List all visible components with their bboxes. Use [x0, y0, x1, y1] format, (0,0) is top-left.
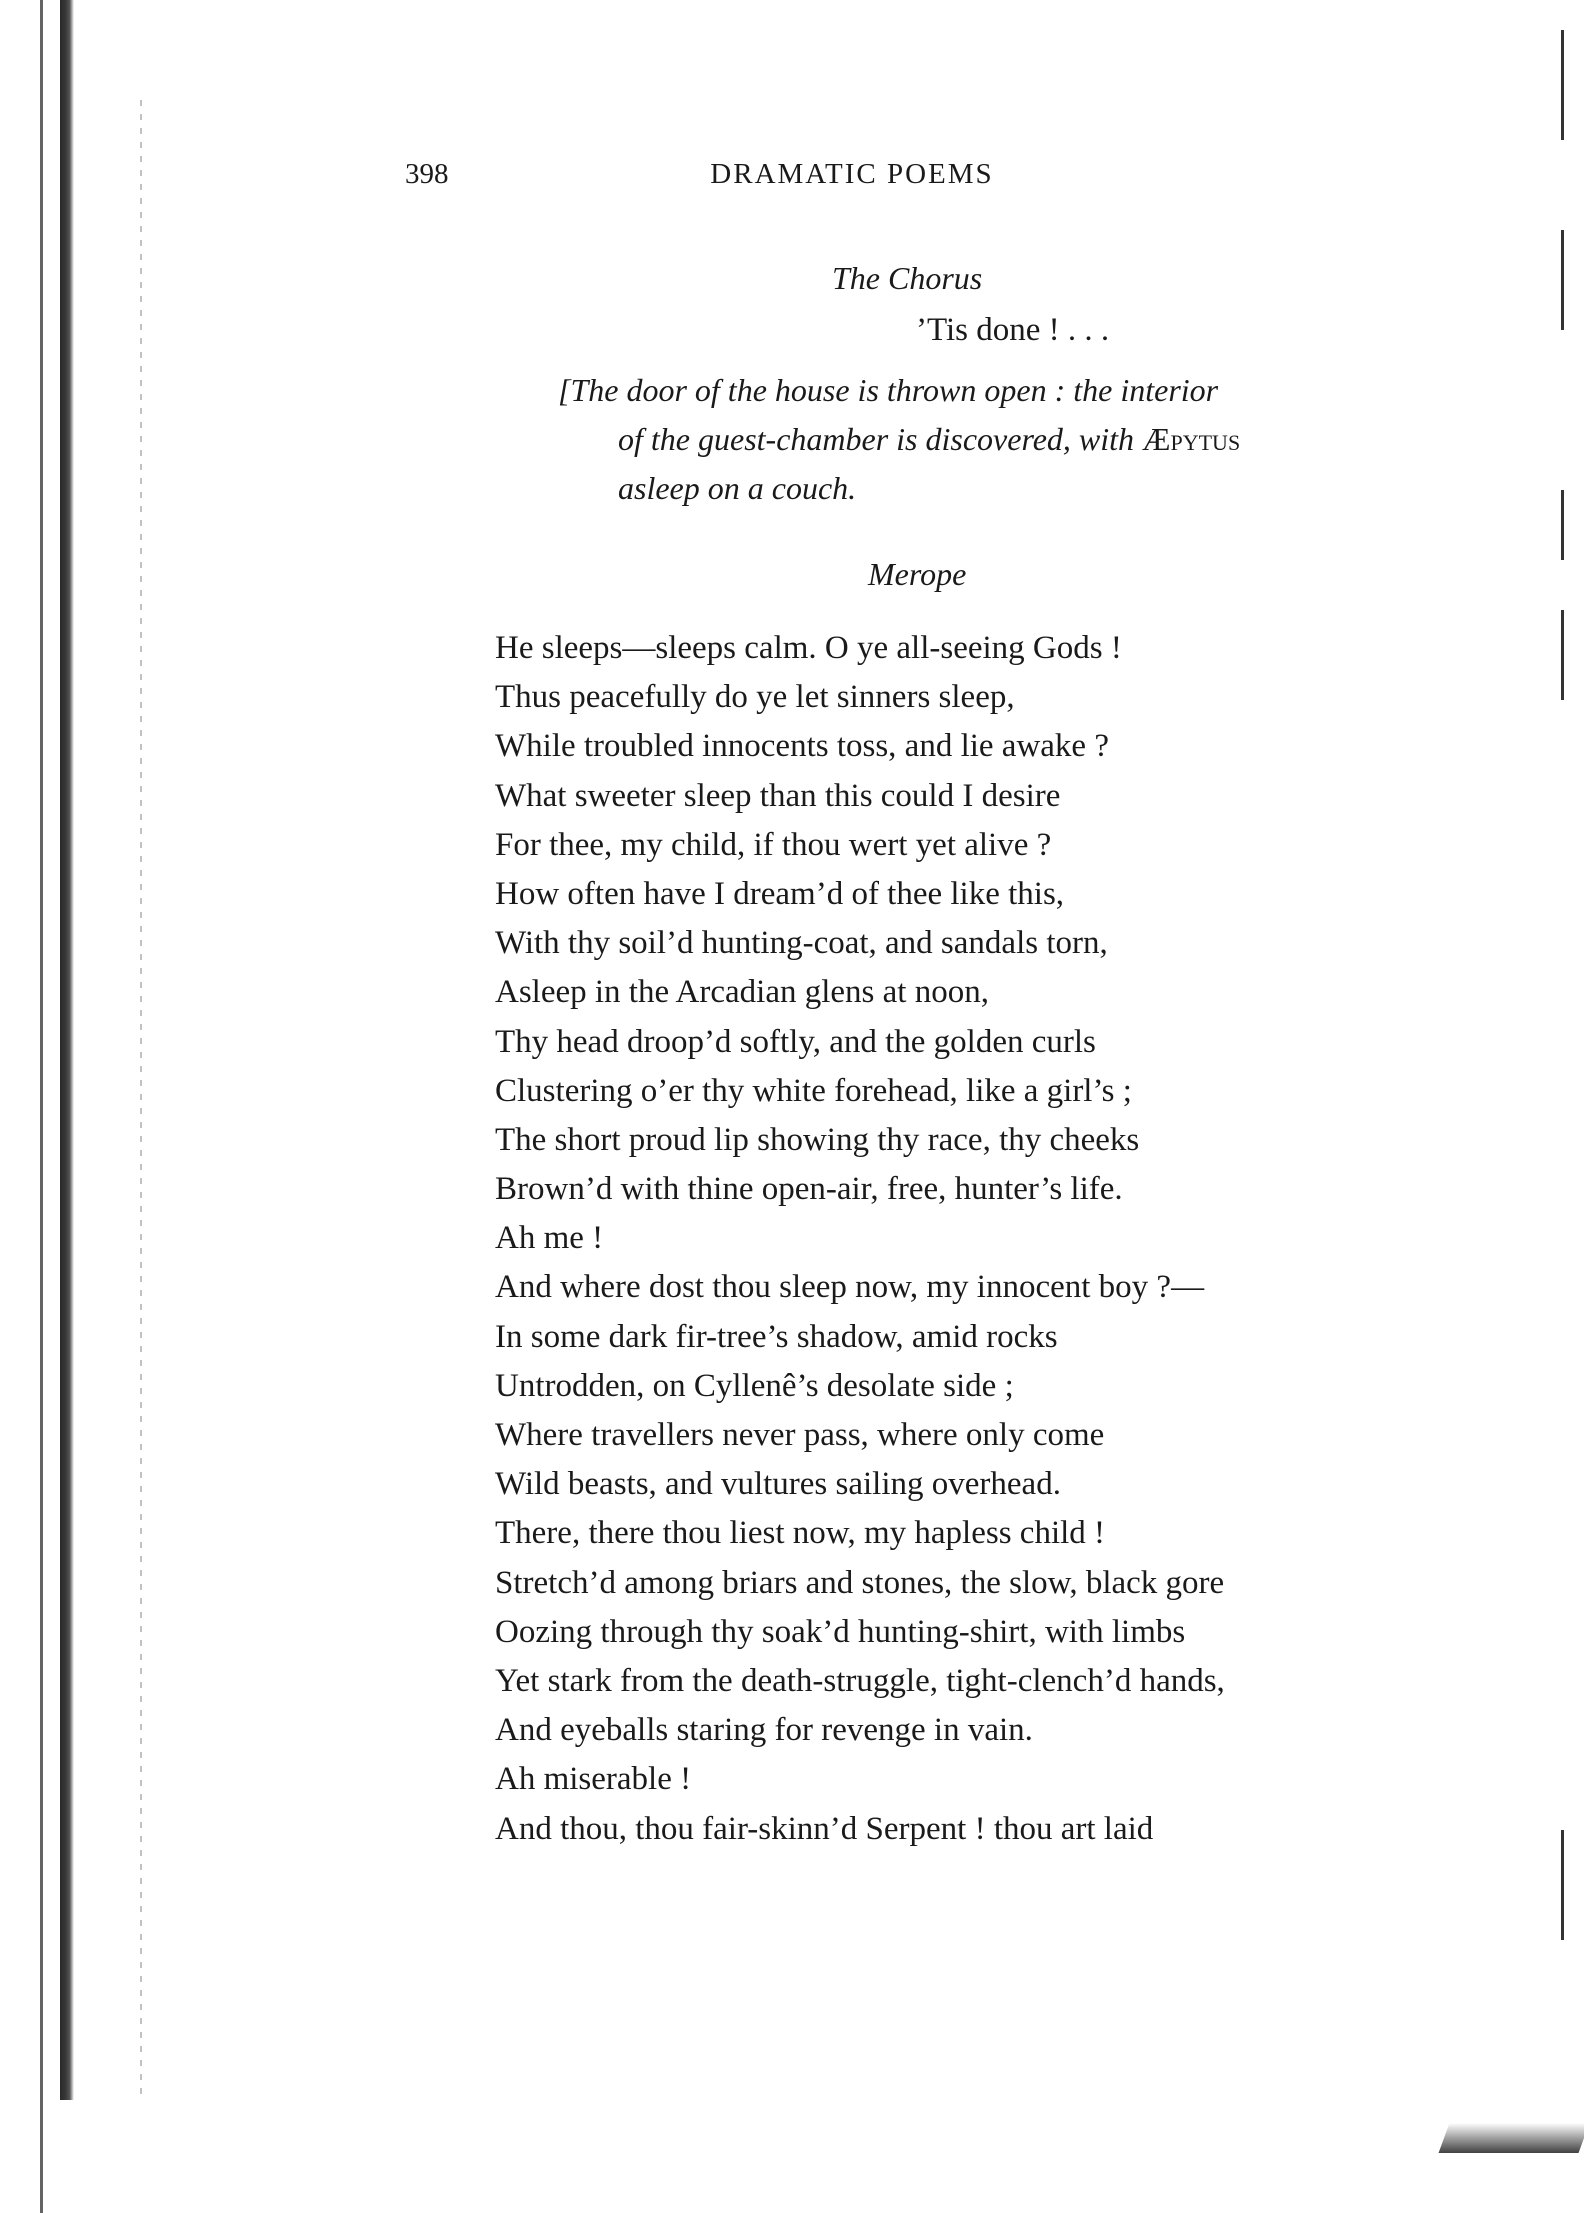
verse-line: With thy soil’d hunting-coat, and sandals torn, [495, 925, 1108, 962]
verse-line: The short proud lip showing thy race, thy cheeks [495, 1121, 1140, 1158]
verse-line: Ah me ! [495, 1220, 604, 1257]
verse-line: He sleeps—sleeps calm. O ye all-seeing Gods ! [495, 630, 1122, 666]
verse-line: Oozing through thy soak’d hunting-shirt, with limbs [495, 1613, 1186, 1650]
verse-line: Stretch’d among briars and stones, the slow, black gore [495, 1564, 1225, 1601]
stage-direction-line: of the guest-chamber is discovered, with Æpytus [618, 421, 1241, 457]
scan-gutter-shadow [60, 0, 74, 2100]
scan-right-edge-mark [1561, 610, 1564, 700]
stage-direction-line: [The door of the house is thrown open : the interior [558, 372, 1219, 408]
scan-right-edge-mark [1561, 490, 1564, 560]
verse-line: While troubled innocents toss, and lie awake ? [495, 728, 1109, 765]
chorus-line: ’Tis done ! . . . [916, 312, 1110, 348]
verse-line: Yet stark from the death-struggle, tight-clench’d hands, [495, 1662, 1225, 1699]
running-title: DRAMATIC POEMS [710, 158, 994, 190]
verse-line: Asleep in the Arcadian glens at noon, [495, 974, 989, 1011]
scan-gutter-speckle [140, 100, 142, 2100]
speaker-merope: Merope [868, 556, 967, 592]
verse-line: And eyeballs staring for revenge in vain. [495, 1712, 1033, 1749]
verse-line: There, there thou liest now, my hapless child ! [495, 1515, 1106, 1552]
verse-line: What sweeter sleep than this could I desire [495, 777, 1061, 814]
verse-line: Where travellers never pass, where only come [495, 1417, 1105, 1453]
verse-line: Brown’d with thine open-air, free, hunter’s life. [495, 1171, 1123, 1208]
verse-line: And thou, thou fair-skinn’d Serpent ! thou art laid [495, 1810, 1154, 1847]
verse-line: Thy head droop’d softly, and the golden curls [495, 1023, 1096, 1060]
verse-line: Thus peacefully do ye let sinners sleep, [495, 679, 1015, 716]
scan-right-edge-mark [1561, 30, 1564, 140]
page-number: 398 [405, 158, 449, 190]
scan-gutter-edge [40, 0, 43, 2213]
verse-line: In some dark fir-tree’s shadow, amid rocks [495, 1318, 1058, 1355]
verse-block [495, 624, 1225, 1854]
stage-direction [558, 366, 1458, 513]
scan-right-edge-mark [1561, 230, 1564, 330]
character-name: Æpytus [1142, 421, 1241, 457]
verse-line: How often have I dream’d of thee like this, [495, 875, 1065, 912]
verse-line: Clustering o’er thy white forehead, like a girl’s ; [495, 1072, 1132, 1109]
verse-line: Ah miserable ! [495, 1761, 692, 1798]
stage-direction-line: asleep on a couch. [618, 470, 857, 506]
scan-right-edge-mark [1561, 1830, 1564, 1940]
verse-line: Untrodden, on Cyllenê’s desolate side ; [495, 1367, 1014, 1404]
verse-line: For thee, my child, if thou wert yet alive ? [495, 826, 1052, 863]
scan-corner-shadow [1439, 2123, 1584, 2153]
speaker-chorus: The Chorus [832, 260, 983, 296]
verse-line: Wild beasts, and vultures sailing overhead. [495, 1466, 1061, 1503]
verse-line: And where dost thou sleep now, my innocent boy ?— [495, 1269, 1205, 1306]
